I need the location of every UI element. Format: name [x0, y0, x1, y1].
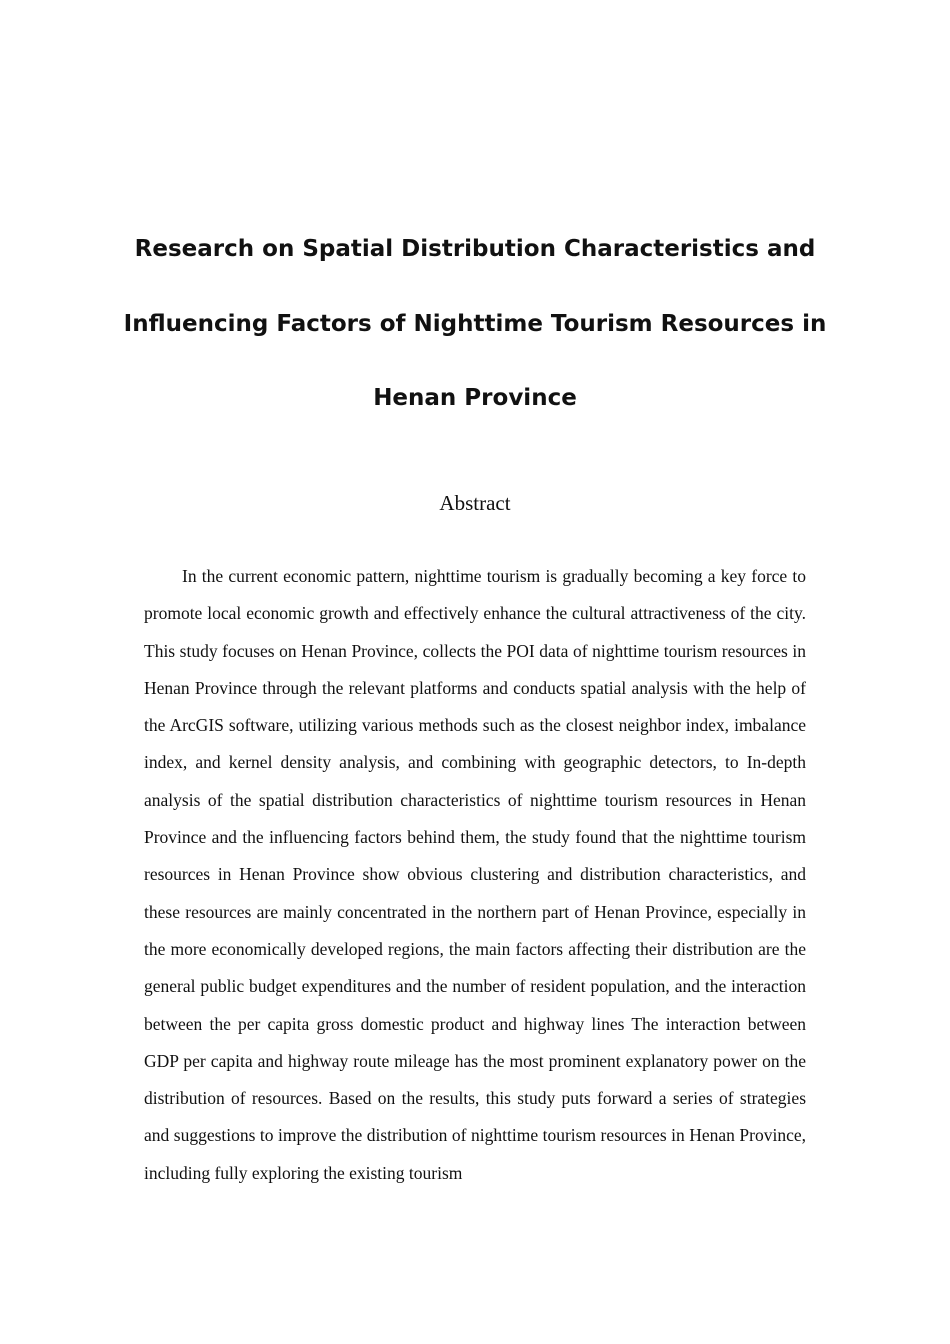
- paper-title: Research on Spatial Distribution Characteristics and Influencing Factors of Nighttime Tourism Resources in Henan Province: [123, 236, 827, 411]
- abstract-heading: Abstract: [439, 491, 511, 515]
- abstract-paragraph: In the current economic pattern, nighttime tourism is gradually becoming a key force to promote local economic growth and effectively enhance the cultural attractiveness of the city. This study focuses on Henan Province, collects the POI data of nighttime tourism resources in Henan Province through the relevant platforms and conducts spatial analysis with the help of the ArcGIS software, utilizing various methods such as the closest neighbor index, imbalance index, and kernel density analysis, and combining with geographic detectors, to In-depth analysis of the spatial distribution characteristics of nighttime tourism resources in Henan Province and the influencing factors behind them, the study found that the nighttime tourism resources in Henan Province show obvious clustering and distribution characteristics, and these resources are mainly concentrated in the northern part of Henan Province, especially in the more economically developed regions, the main factors affecting their distribution are the general public budget expenditures and the number of resident population, and the interaction between the per capita gross domestic product and highway lines The interaction between GDP per capita and highway route mileage has the most prominent explanatory power on the distribution of resources. Based on the results, this study puts forward a series of strategies and suggestions to improve the distribution of nighttime tourism resources in Henan Province, including fully exploring the existing tourism: [144, 566, 806, 1183]
